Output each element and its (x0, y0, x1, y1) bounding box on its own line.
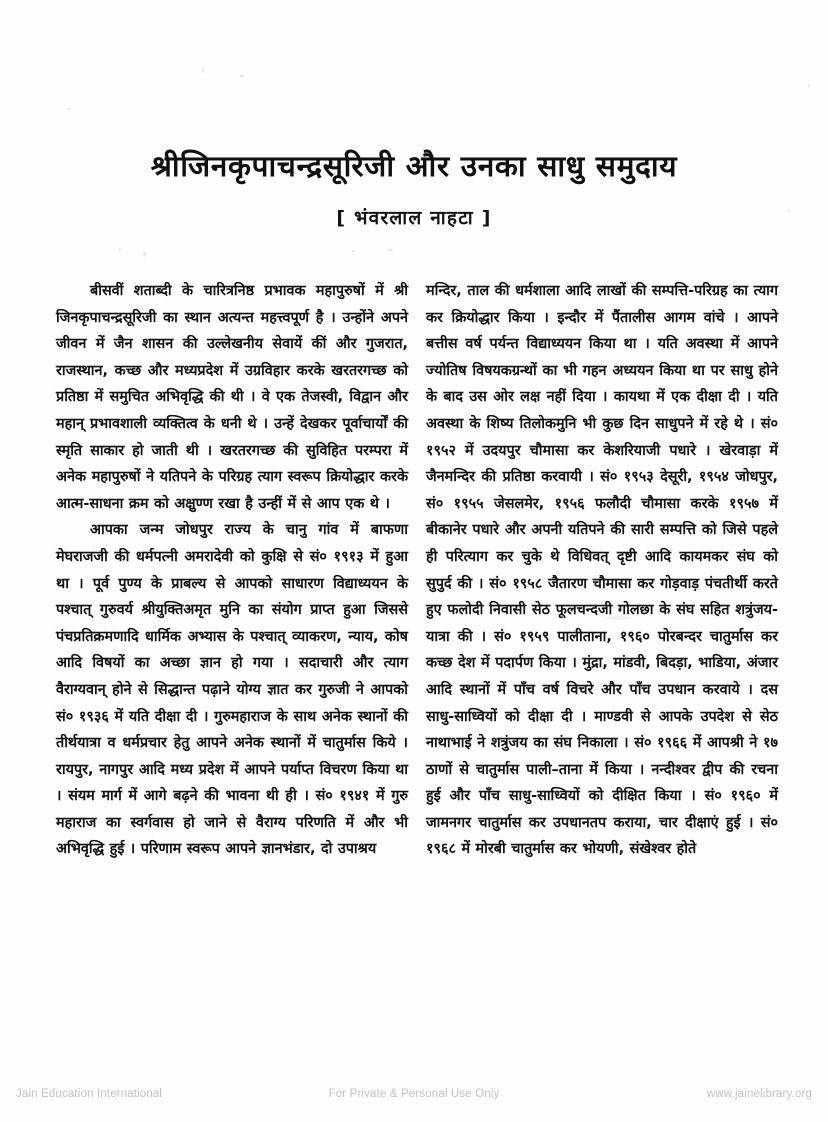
scan-speck (240, 74, 244, 78)
footer-usage-notice: For Private & Personal Use Only (328, 1088, 500, 1100)
scan-speck (808, 84, 810, 88)
column-right (426, 278, 778, 1068)
footer-website-link[interactable]: www.jainelibrary.org (706, 1088, 812, 1100)
scan-speck (118, 248, 121, 251)
page-title: श्रीजिनकृपाचन्द्रसूरिजी और उनका साधु समुदाय (150, 149, 678, 183)
scan-speck (352, 250, 355, 252)
paragraph: आपका जन्म जोधपुर राज्य के चानु गांव में बाफणा मेघराजजी की धर्मपत्नी अमरादेवी को कुक्षि से सं० १९१३ में हुआ था । पूर्व पुण्य के प्राबल्य से आपको साधारण विद्याध्ययन के पश्चात् गुरुवर्य श्रीयुक्तिअमृत मुनि का संयोग प्राप्त हुआ जिससे पंचप्रतिक्रमणादि धार्मिक अभ्यास के पश्चात् व्याकरण, न्याय, कोष आदि विषयों का अच्छा ज्ञान हो गया । सदाचारी और त्याग वैराग्यवान् होने से सिद्धान्त पढ़ाने योग्य ज्ञात कर गुरुजी ने आपको सं० १९३६ में यति दीक्षा दी । गुरुमहाराज के साथ अनेक स्थानों की तीर्थयात्रा व धर्मप्रचार हेतु आपने अनेक स्थानों में चातुर्मास किये । रायपुर, नागपुर आदि मध्य प्रदेश में आपने पर्याप्त विचरण किया था । संयम मार्ग में आगे बढ़ने की भावना थी ही । सं० १९४१ में गुरु महाराज का स्वर्गवास हो जाने से वैराग्य परिणति में और भी अभिवृद्धि हुई । परिणाम स्वरूप आपने ज्ञानभंडार, दो उपाश्रय (56, 522, 408, 858)
footer-organization: Jain Education International (16, 1088, 163, 1100)
scan-speck (388, 249, 393, 251)
paragraph: मन्दिर, ताल की धर्मशाला आदि लाखों की सम्पत्ति-परिग्रह का त्याग कर क्रियोद्धार किया । इन्दौर में पैंतालीस आगम वांचे । आपने बत्तीस वर्ष पर्यन्त विद्याध्ययन किया था । यति अवस्था में आपने ज्योतिष विषयकग्रन्थों का भी गहन अध्ययन किया था पर साधु होने के बाद उस ओर लक्ष नहीं दिया । कायथा में एक दीक्षा दी । यति अवस्था के शिष्य तिलोकमुनि भी कुछ दिन साधुपने में रहे थे । सं० १९५२ में उदयपुर चौमासा कर केशरियाजी पधारे । खेरवाड़ा में जैनमन्दिर की प्रतिष्ठा करवायी । सं० १९५३ देसूरी, १९५४ जोधपुर, सं० १९५५ जेसलमेर, १९५६ फलौदी चौमासा करके १९५७ में बीकानेर पधारे और अपनी यतिपने की सारी सम्पत्ति को जिसे पहले ही परित्याग कर चुके थे विधिवत् दृष्टी आदि कायमकर संघ को सुपुर्द की । सं० १९५८ जैतारण चौमासा कर गोड़वाड़ पंचतीर्थी करते हुए फलोदी निवासी सेठ फूलचन्दजी गोलछा के संघ सहित शत्रुंजय-यात्रा की । सं० १९५९ पालीताना, १९६० पोरबन्दर चातुर्मास कर कच्छ देश में पदार्पण किया । मुंद्रा, मांडवी, बिदड़ा, भाडिया, अंजार आदि स्थानों में पाँच वर्ष विचरे और पाँच उपधान करवाये । दस साधु-साध्वियों को दीक्षा दी । माण्डवी से आपके उपदेश से सेठ नाथाभाई ने शत्रुंजय का संघ निकाला । सं० १९६६ में आपश्री ने १७ ठाणों से चातुर्मास पाली–ताना में किया । नन्दीश्वर द्वीप की रचना हुई और पाँच साधु-साध्वियों को दीक्षित किया । सं० १९६० में जामनगर चातुर्मास कर उपधानतप कराया, चार दीक्षाएं हुई । सं० १९६८ में मोरबी चातुर्मास कर भोयणी, संखेश्वर होते (426, 283, 778, 858)
scan-speck (143, 252, 146, 257)
article-body (56, 278, 778, 1068)
scan-speck (68, 108, 71, 110)
column-left (56, 278, 408, 1068)
scan-speck (202, 68, 204, 73)
paragraph: बीसवीं शताब्दी के चारित्रनिष्ठ प्रभावक महापुरुषों में श्री जिनकृपाचन्द्रसूरिजी का स्थान अत्यन्त महत्त्वपूर्ण है । उन्होंने अपने जीवन में जैन शासन की उल्लेखनीय सेवायें कीं और गुजरात, राजस्थान, कच्छ और मध्यप्रदेश में उग्रविहार करके खरतरगच्छ को प्रतिष्ठा में समुचित अभिवृद्धि की थी । वे एक तेजस्वी, विद्वान और महान् प्रभावशाली व्यक्तित्व के धनी थे । उन्हें देखकर पूर्वाचार्यों की स्मृति साकार हो जाती थी । खरतरगच्छ की सुविहित परम्परा में अनेक महापुरुषों ने यतिपने के परिग्रह त्याग स्वरूप क्रियोद्धार करके आत्म-साधना क्रम को अक्षुण्ण रखा है उन्हीं में से आप एक थे । (56, 283, 408, 512)
title-block (0, 148, 828, 230)
page-footer (0, 1088, 828, 1110)
author-byline: [ भंवरलाल नाहटा ] (336, 207, 492, 230)
